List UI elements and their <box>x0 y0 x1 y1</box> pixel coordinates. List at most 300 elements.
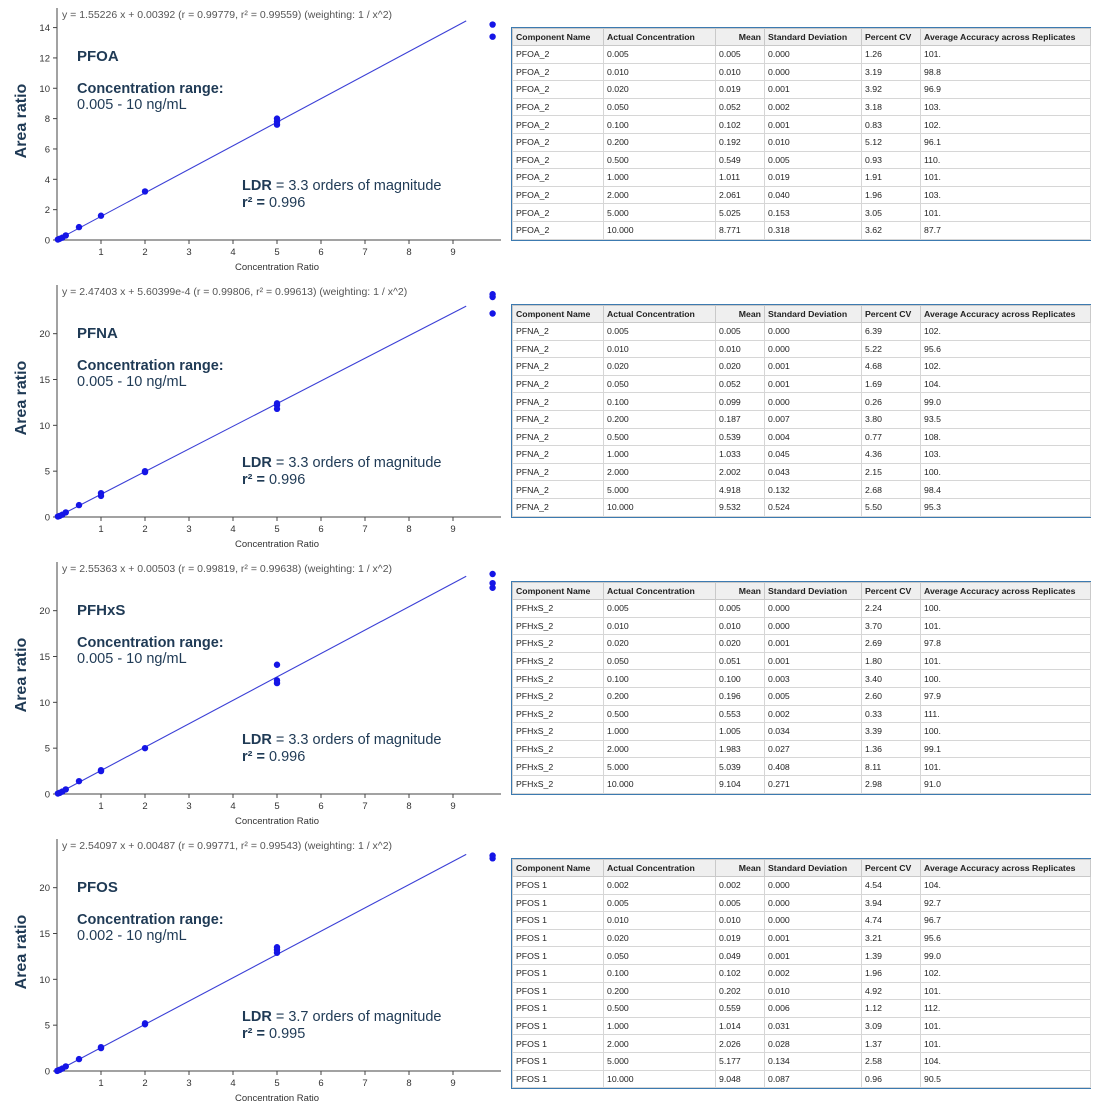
table-cell: 98.8 <box>921 63 1091 81</box>
table-cell: 0.500 <box>604 428 716 446</box>
ldr-annotation <box>242 178 442 194</box>
table-row[interactable] <box>513 1052 1091 1070</box>
column-header[interactable]: Percent CV <box>862 583 921 600</box>
x-tick-label: 1 <box>98 1078 104 1089</box>
table-row[interactable] <box>513 894 1091 912</box>
table-cell: 2.026 <box>716 1035 765 1053</box>
column-header[interactable]: Component Name <box>513 306 604 323</box>
table-cell: 0.007 <box>765 410 862 428</box>
table-row[interactable] <box>513 1017 1091 1035</box>
table-cell: 0.010 <box>716 912 765 930</box>
table-cell: 0.050 <box>604 947 716 965</box>
data-point <box>98 490 104 496</box>
table-row[interactable] <box>513 81 1091 99</box>
y-tick-label: 10 <box>39 420 50 432</box>
table-cell: 0.000 <box>765 63 862 81</box>
x-axis-label: Concentration Ratio <box>235 1093 319 1104</box>
panel-pfoa <box>0 0 1115 277</box>
table-cell: 0.020 <box>604 81 716 99</box>
table-row[interactable] <box>513 964 1091 982</box>
table-cell: 1.69 <box>862 375 921 393</box>
y-tick-label: 14 <box>39 23 50 35</box>
table-cell: PFOS 1 <box>513 1000 604 1018</box>
table-cell: PFOA_2 <box>513 63 604 81</box>
table-cell: 3.09 <box>862 1017 921 1035</box>
table-cell: 0.000 <box>765 877 862 895</box>
table-cell: 0.100 <box>604 116 716 134</box>
x-axis-label: Concentration Ratio <box>235 262 319 273</box>
column-header[interactable]: Standard Deviation <box>765 583 862 600</box>
table-cell: 2.98 <box>862 775 921 793</box>
table-cell: 1.91 <box>862 169 921 187</box>
table-cell: 100. <box>921 463 1091 481</box>
table-cell: 99.0 <box>921 393 1091 411</box>
table-cell: 0.099 <box>716 393 765 411</box>
table-row[interactable] <box>513 498 1091 516</box>
table-cell: PFHxS_2 <box>513 652 604 670</box>
data-point <box>489 580 495 586</box>
r2-value: 0.996 <box>264 749 306 765</box>
table-cell: 0.020 <box>604 929 716 947</box>
table-row[interactable] <box>513 982 1091 1000</box>
table-cell: 104. <box>921 1052 1091 1070</box>
table-cell: 3.80 <box>862 410 921 428</box>
table-cell: 3.21 <box>862 929 921 947</box>
x-tick-label: 9 <box>450 247 456 258</box>
column-header[interactable]: Actual Concentration <box>604 583 716 600</box>
table-cell: 3.40 <box>862 670 921 688</box>
table-cell: PFHxS_2 <box>513 705 604 723</box>
x-tick-label: 9 <box>450 524 456 535</box>
table-cell: PFNA_2 <box>513 393 604 411</box>
y-tick-label: 10 <box>39 974 50 986</box>
table-row[interactable] <box>513 635 1091 653</box>
table-cell: 5.000 <box>604 204 716 222</box>
table-cell: 0.027 <box>765 740 862 758</box>
x-tick-label: 3 <box>186 801 192 812</box>
table-row[interactable] <box>513 133 1091 151</box>
table-cell: 0.005 <box>604 894 716 912</box>
table-cell: 5.025 <box>716 204 765 222</box>
table-cell: PFHxS_2 <box>513 758 604 776</box>
table-cell: 5.000 <box>604 758 716 776</box>
table-cell: PFNA_2 <box>513 428 604 446</box>
data-point <box>98 213 104 219</box>
table-cell: 95.3 <box>921 498 1091 516</box>
table-cell: 101. <box>921 169 1091 187</box>
table-cell: PFOA_2 <box>513 204 604 222</box>
data-point <box>142 745 148 751</box>
table-cell: 101. <box>921 617 1091 635</box>
concentration-range-label: Concentration range: <box>77 81 224 97</box>
table-cell: 0.034 <box>765 723 862 741</box>
table-cell: 0.271 <box>765 775 862 793</box>
table-cell: PFNA_2 <box>513 375 604 393</box>
data-point <box>98 1044 104 1050</box>
results-table <box>511 581 1091 795</box>
column-header[interactable]: Component Name <box>513 583 604 600</box>
plot-canvas <box>0 554 510 831</box>
table-cell: 87.7 <box>921 221 1091 239</box>
ldr-value: = 3.3 orders of magnitude <box>271 178 442 194</box>
table-row[interactable] <box>513 652 1091 670</box>
table-cell: 0.192 <box>716 133 765 151</box>
table-cell: PFHxS_2 <box>513 635 604 653</box>
column-header[interactable]: Mean <box>716 29 765 46</box>
table-row[interactable] <box>513 98 1091 116</box>
table-cell: 0.001 <box>765 116 862 134</box>
table-row[interactable] <box>513 169 1091 187</box>
table-cell: 111. <box>921 705 1091 723</box>
y-tick-label: 8 <box>44 114 50 126</box>
column-header[interactable]: Component Name <box>513 860 604 877</box>
table-cell: 0.001 <box>765 929 862 947</box>
table-row[interactable] <box>513 481 1091 499</box>
table-cell: 101. <box>921 1017 1091 1035</box>
table-header-row <box>513 29 1091 46</box>
table-cell: 3.62 <box>862 221 921 239</box>
table-row[interactable] <box>513 375 1091 393</box>
column-header[interactable]: Percent CV <box>862 29 921 46</box>
x-tick-label: 1 <box>98 801 104 812</box>
table-cell: PFNA_2 <box>513 463 604 481</box>
table-cell: 3.05 <box>862 204 921 222</box>
table-cell: 0.200 <box>604 410 716 428</box>
x-tick-label: 2 <box>142 801 148 812</box>
data-point <box>489 21 495 27</box>
table-cell: PFNA_2 <box>513 410 604 428</box>
table-cell: 104. <box>921 877 1091 895</box>
y-tick-label: 0 <box>44 789 50 801</box>
table-row[interactable] <box>513 358 1091 376</box>
table-cell: 0.005 <box>716 323 765 341</box>
table-row[interactable] <box>513 63 1091 81</box>
data-point <box>274 662 280 668</box>
table-cell: PFOS 1 <box>513 964 604 982</box>
table-cell: 1.000 <box>604 723 716 741</box>
table-cell: 0.020 <box>604 358 716 376</box>
column-header[interactable]: Average Accuracy across Replicates <box>921 860 1091 877</box>
fit-equation: y = 1.55226 x + 0.00392 (r = 0.99779, r² = 0.99559) (weighting: 1 / x^2) <box>62 9 393 21</box>
column-header[interactable]: Average Accuracy across Replicates <box>921 29 1091 46</box>
r2-annotation <box>242 749 305 765</box>
table-cell: 0.002 <box>765 964 862 982</box>
table-cell: 1.36 <box>862 740 921 758</box>
table-cell: 2.000 <box>604 463 716 481</box>
table-cell: 101. <box>921 46 1091 64</box>
x-tick-label: 3 <box>186 1078 192 1089</box>
table-row[interactable] <box>513 877 1091 895</box>
table-cell: 0.83 <box>862 116 921 134</box>
table-row[interactable] <box>513 221 1091 239</box>
y-tick-label: 5 <box>44 1020 50 1032</box>
fit-equation: y = 2.47403 x + 5.60399e-4 (r = 0.99806, r² = 0.99613) (weighting: 1 / x^2) <box>62 286 408 298</box>
table-cell: 0.043 <box>765 463 862 481</box>
table-cell: PFOS 1 <box>513 1035 604 1053</box>
r2-label: r² = <box>242 749 265 765</box>
table-cell: 0.019 <box>765 169 862 187</box>
table-cell: 0.153 <box>765 204 862 222</box>
data-point <box>142 468 148 474</box>
concentration-range-value: 0.005 - 10 ng/mL <box>77 651 187 667</box>
x-tick-label: 3 <box>186 524 192 535</box>
table-row[interactable] <box>513 446 1091 464</box>
table-cell: 0.000 <box>765 894 862 912</box>
table-cell: PFOA_2 <box>513 151 604 169</box>
table-cell: 0.010 <box>716 617 765 635</box>
table-row[interactable] <box>513 705 1091 723</box>
table-row[interactable] <box>513 929 1091 947</box>
table-header-row <box>513 860 1091 877</box>
y-axis-label: Area ratio <box>13 83 30 159</box>
compound-name: PFNA <box>77 325 118 342</box>
ldr-label: LDR <box>242 455 272 471</box>
compound-name: PFHxS <box>77 602 126 619</box>
table-cell: 0.500 <box>604 1000 716 1018</box>
table-cell: 0.77 <box>862 428 921 446</box>
table-cell: 90.5 <box>921 1070 1091 1088</box>
table-cell: 0.96 <box>862 1070 921 1088</box>
table-cell: 0.010 <box>604 912 716 930</box>
table-cell: 97.9 <box>921 687 1091 705</box>
table-cell: 1.96 <box>862 964 921 982</box>
r2-label: r² = <box>242 195 265 211</box>
column-header[interactable]: Mean <box>716 860 765 877</box>
column-header[interactable]: Average Accuracy across Replicates <box>921 306 1091 323</box>
table-cell: 1.000 <box>604 169 716 187</box>
column-header[interactable]: Actual Concentration <box>604 306 716 323</box>
table-cell: 108. <box>921 428 1091 446</box>
y-tick-label: 20 <box>39 606 50 618</box>
ldr-label: LDR <box>242 1009 272 1025</box>
table-cell: 0.052 <box>716 375 765 393</box>
table-row[interactable] <box>513 687 1091 705</box>
y-tick-label: 0 <box>44 235 50 247</box>
table-cell: PFOA_2 <box>513 133 604 151</box>
table-row[interactable] <box>513 1035 1091 1053</box>
column-header[interactable]: Actual Concentration <box>604 860 716 877</box>
table-row[interactable] <box>513 323 1091 341</box>
table-cell: 1.000 <box>604 1017 716 1035</box>
column-header[interactable]: Standard Deviation <box>765 306 862 323</box>
x-tick-label: 8 <box>406 1078 412 1089</box>
table-cell: 2.69 <box>862 635 921 653</box>
column-header[interactable]: Standard Deviation <box>765 29 862 46</box>
table-cell: 0.187 <box>716 410 765 428</box>
r2-value: 0.996 <box>264 195 306 211</box>
x-tick-label: 6 <box>318 524 324 535</box>
data-point <box>489 291 495 297</box>
ldr-value: = 3.3 orders of magnitude <box>271 455 442 471</box>
r2-label: r² = <box>242 1026 265 1042</box>
x-tick-label: 7 <box>362 247 368 258</box>
table-cell: 96.1 <box>921 133 1091 151</box>
table-row[interactable] <box>513 46 1091 64</box>
table-cell: 5.12 <box>862 133 921 151</box>
data-point <box>76 778 82 784</box>
column-header[interactable]: Mean <box>716 583 765 600</box>
ldr-label: LDR <box>242 178 272 194</box>
table-cell: PFOS 1 <box>513 894 604 912</box>
table-cell: PFHxS_2 <box>513 617 604 635</box>
column-header[interactable]: Standard Deviation <box>765 860 862 877</box>
calibration-plot <box>0 831 510 1108</box>
table-cell: 2.15 <box>862 463 921 481</box>
data-point <box>76 502 82 508</box>
fit-equation: y = 2.55363 x + 0.00503 (r = 0.99819, r² = 0.99638) (weighting: 1 / x^2) <box>62 563 393 575</box>
table-cell: 8.11 <box>862 758 921 776</box>
table-cell: 99.1 <box>921 740 1091 758</box>
table-cell: 96.7 <box>921 912 1091 930</box>
table-cell: 4.54 <box>862 877 921 895</box>
concentration-range-label: Concentration range: <box>77 635 224 651</box>
table-row[interactable] <box>513 340 1091 358</box>
table-cell: 0.028 <box>765 1035 862 1053</box>
data-point <box>274 944 280 950</box>
table-cell: 5.177 <box>716 1052 765 1070</box>
table-row[interactable] <box>513 151 1091 169</box>
ldr-annotation <box>242 455 442 471</box>
data-point <box>274 677 280 683</box>
table-cell: 92.7 <box>921 894 1091 912</box>
concentration-range-label: Concentration range: <box>77 358 224 374</box>
table-cell: 103. <box>921 186 1091 204</box>
table-cell: PFOA_2 <box>513 221 604 239</box>
table-cell: 0.000 <box>765 617 862 635</box>
table-cell: 2.58 <box>862 1052 921 1070</box>
table-row[interactable] <box>513 600 1091 618</box>
table-cell: 0.031 <box>765 1017 862 1035</box>
compound-name: PFOS <box>77 879 118 896</box>
table-cell: 5.50 <box>862 498 921 516</box>
table-cell: PFNA_2 <box>513 446 604 464</box>
table-cell: 1.80 <box>862 652 921 670</box>
table-cell: 9.532 <box>716 498 765 516</box>
table-cell: PFNA_2 <box>513 481 604 499</box>
column-header[interactable]: Average Accuracy across Replicates <box>921 583 1091 600</box>
table-cell: 2.002 <box>716 463 765 481</box>
table-cell: 0.000 <box>765 46 862 64</box>
concentration-range-value: 0.005 - 10 ng/mL <box>77 97 187 113</box>
table-cell: 0.93 <box>862 151 921 169</box>
table-cell: 1.983 <box>716 740 765 758</box>
table-cell: 5.000 <box>604 481 716 499</box>
table-row[interactable] <box>513 740 1091 758</box>
table-row[interactable] <box>513 1000 1091 1018</box>
plot-canvas <box>0 0 510 277</box>
table-cell: 2.000 <box>604 740 716 758</box>
table-cell: 0.132 <box>765 481 862 499</box>
table-cell: 0.001 <box>765 358 862 376</box>
x-tick-label: 1 <box>98 247 104 258</box>
column-header[interactable]: Component Name <box>513 29 604 46</box>
table-cell: 0.005 <box>604 600 716 618</box>
table-row[interactable] <box>513 723 1091 741</box>
table-row[interactable] <box>513 670 1091 688</box>
table-row[interactable] <box>513 775 1091 793</box>
table-row[interactable] <box>513 428 1091 446</box>
table-cell: 0.100 <box>604 670 716 688</box>
table-cell: 0.549 <box>716 151 765 169</box>
results-table <box>511 858 1091 1089</box>
table-cell: 110. <box>921 151 1091 169</box>
column-header[interactable]: Percent CV <box>862 306 921 323</box>
plot-canvas <box>0 277 510 554</box>
table-cell: PFHxS_2 <box>513 600 604 618</box>
table-cell: PFOA_2 <box>513 169 604 187</box>
table-cell: 0.010 <box>604 340 716 358</box>
table-row[interactable] <box>513 410 1091 428</box>
table-cell: 100. <box>921 723 1091 741</box>
table-cell: PFOS 1 <box>513 982 604 1000</box>
data-point <box>489 852 495 858</box>
table-row[interactable] <box>513 912 1091 930</box>
x-tick-label: 2 <box>142 1078 148 1089</box>
table-cell: 0.050 <box>604 375 716 393</box>
concentration-range-value: 0.005 - 10 ng/mL <box>77 374 187 390</box>
table-cell: 3.70 <box>862 617 921 635</box>
table-cell: 112. <box>921 1000 1091 1018</box>
fit-equation: y = 2.54097 x + 0.00487 (r = 0.99771, r² = 0.99543) (weighting: 1 / x^2) <box>62 840 393 852</box>
table-cell: PFOA_2 <box>513 116 604 134</box>
x-tick-label: 6 <box>318 247 324 258</box>
table-cell: PFOA_2 <box>513 46 604 64</box>
table-cell: 6.39 <box>862 323 921 341</box>
table-row[interactable] <box>513 1070 1091 1088</box>
data-point <box>489 310 495 316</box>
table-cell: 0.002 <box>604 877 716 895</box>
column-header[interactable]: Actual Concentration <box>604 29 716 46</box>
table-row[interactable] <box>513 617 1091 635</box>
table-cell: 104. <box>921 375 1091 393</box>
y-tick-label: 15 <box>39 929 50 940</box>
table-cell: 0.000 <box>765 912 862 930</box>
table-cell: 0.050 <box>604 98 716 116</box>
column-header[interactable]: Percent CV <box>862 860 921 877</box>
table-cell: 2.061 <box>716 186 765 204</box>
table-cell: 10.000 <box>604 1070 716 1088</box>
x-tick-label: 7 <box>362 524 368 535</box>
table-row[interactable] <box>513 186 1091 204</box>
table-row[interactable] <box>513 393 1091 411</box>
results-table <box>511 27 1091 241</box>
x-tick-label: 6 <box>318 801 324 812</box>
table-row[interactable] <box>513 947 1091 965</box>
table-cell: PFNA_2 <box>513 498 604 516</box>
table-cell: 101. <box>921 758 1091 776</box>
table-cell: 0.559 <box>716 1000 765 1018</box>
table-row[interactable] <box>513 116 1091 134</box>
table-cell: 9.048 <box>716 1070 765 1088</box>
y-tick-label: 15 <box>39 652 50 663</box>
table-cell: 3.19 <box>862 63 921 81</box>
y-tick-label: 4 <box>44 174 50 186</box>
table-cell: PFNA_2 <box>513 323 604 341</box>
x-tick-label: 8 <box>406 247 412 258</box>
table-row[interactable] <box>513 204 1091 222</box>
table-row[interactable] <box>513 758 1091 776</box>
x-tick-label: 4 <box>230 524 236 535</box>
data-point <box>142 1020 148 1026</box>
table-row[interactable] <box>513 463 1091 481</box>
table-cell: 10.000 <box>604 498 716 516</box>
table-cell: 1.39 <box>862 947 921 965</box>
column-header[interactable]: Mean <box>716 306 765 323</box>
table-cell: 95.6 <box>921 340 1091 358</box>
x-tick-label: 1 <box>98 524 104 535</box>
x-tick-label: 5 <box>274 801 280 812</box>
table-cell: PFNA_2 <box>513 340 604 358</box>
